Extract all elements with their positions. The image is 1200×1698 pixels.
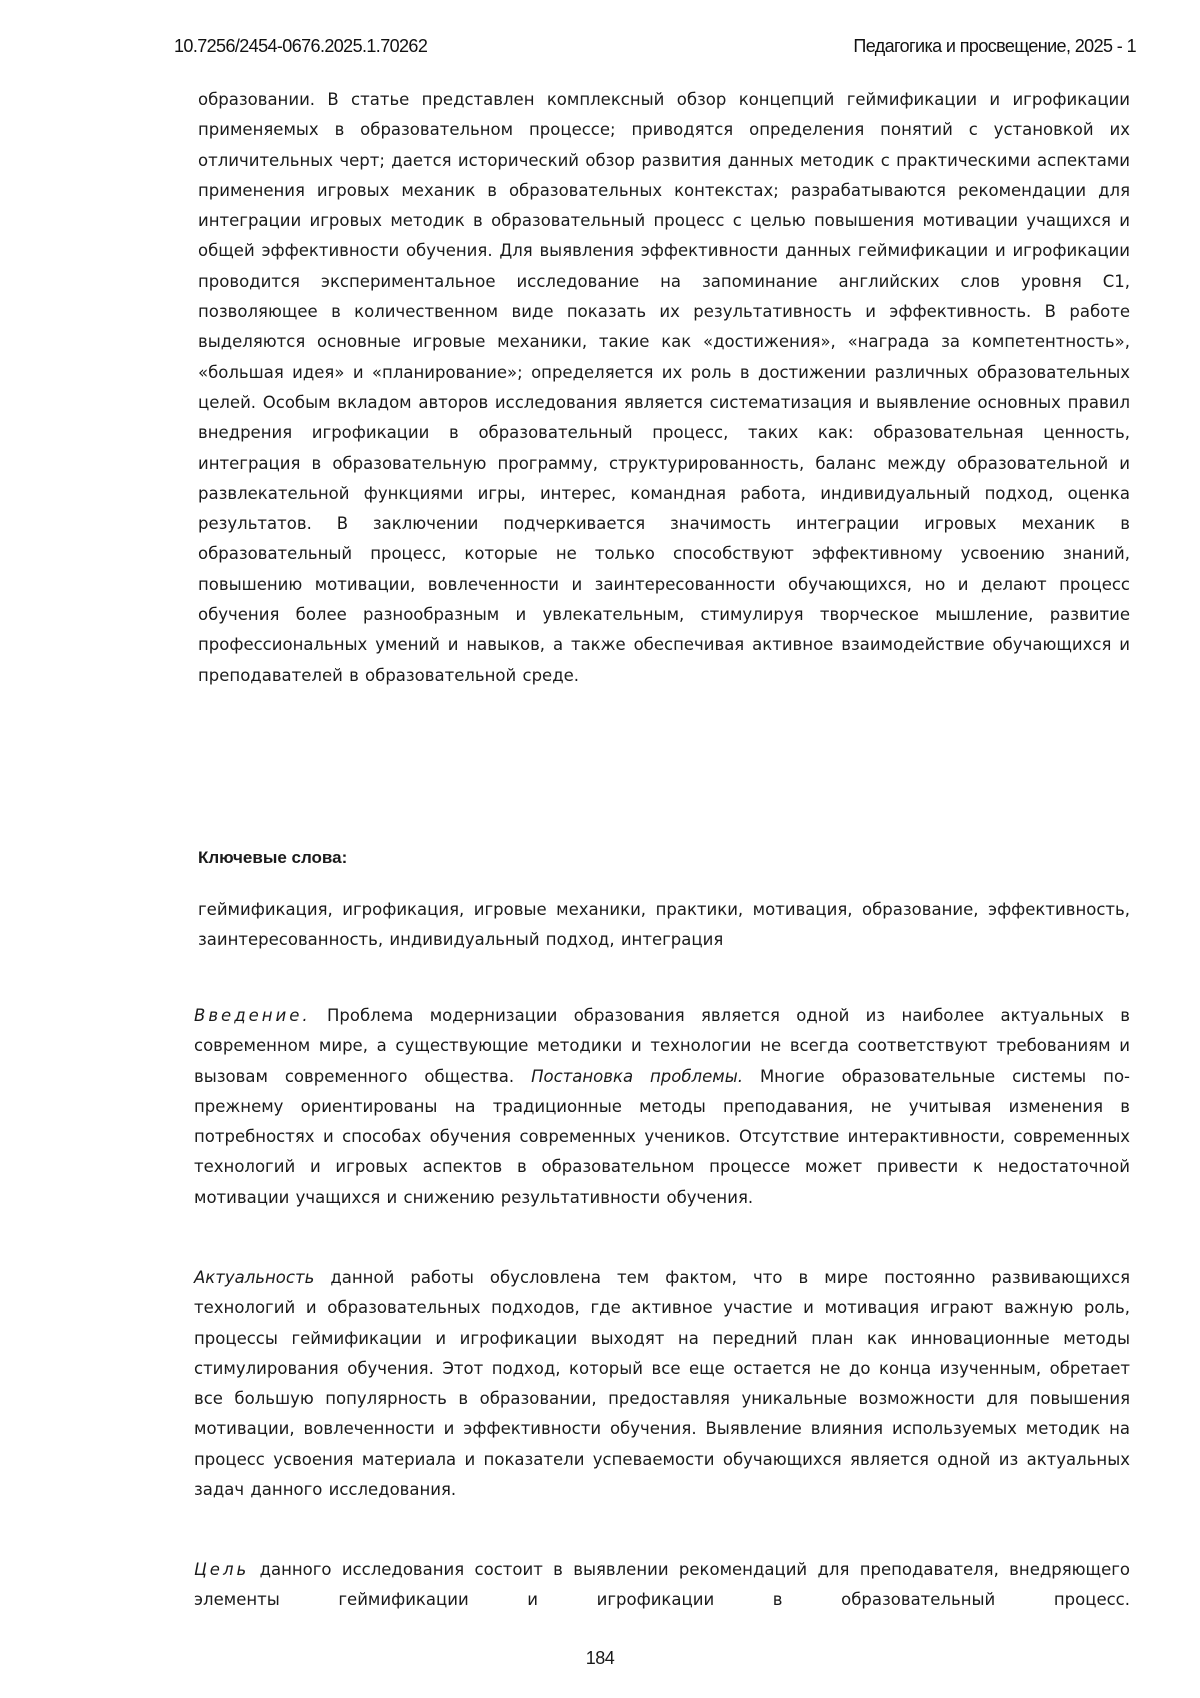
introduction-text-2: Многие образовательные системы по-прежнему ориентированы на традиционные методы преподавания, не учитывая изменения в потребностях и способах обучения современных учеников. Отсутствие интерактивности, современных технологий и игровых аспектов в образовательном процессе может привести к недостаточной мотивации учащихся и снижению результативности обучения. [194,1067,1130,1207]
introduction-lead: Введение. [194,1006,311,1025]
abstract-text: образовании. В статье представлен комплексный обзор концепций геймификации и игрофикации применяемых в образовательном процессе; приводятся определения понятий с установкой их отличительных черт; дается исторический обзор развития данных методик с практическими аспектами применения игровых механик в образовательных контекстах; разрабатываются рекомендации для интеграции игровых методик в образовательный процесс с целью повышения мотивации учащихся и общей эффективности обучения. Для выявления эффективности данных геймификации и игрофикации проводится экспериментальное исследование на запоминание английских слов уровня С1, позволяющее в количественном виде показать их результативность и эффективность. В работе выделяются основные игровые механики, такие как «достижения», «награда за компетентность», «большая идея» и «планирование»; определяется их роль в достижении различных образовательных целей. Особым вкладом авторов исследования является систематизация и выявление основных правил внедрения игрофикации в образовательный процесс, таких как: образовательная ценность, интеграция в образовательную программу, структурированность, баланс между образовательной и развлекательной функциями игры, интерес, командная работа, индивидуальный подход, оценка результатов. В заключении подчеркивается значимость интеграции игровых механик в образовательный процесс, которые не только способствуют эффективному усвоению знаний, повышению мотивации, вовлеченности и заинтересованности обучающихся, но и делают процесс обучения более разнообразным и увлекательным, стимулируя творческое мышление, развитие профессиональных умений и навыков, а также обеспечивая активное взаимодействие обучающихся и преподавателей в образовательной среде. [198,85,1130,691]
doi-header: 10.7256/2454-0676.2025.1.70262 [174,36,427,57]
relevance-lead: Актуальность [194,1268,314,1287]
keywords-text: геймификация, игрофикация, игровые механики, практики, мотивация, образование, эффективность, заинтересованность, индивидуальный подход, интеграция [198,895,1130,956]
relevance-paragraph [194,1263,1130,1505]
introduction-text-1: Проблема модернизации образования является одной из наиболее актуальных в современном мире, а существующие методики и технологии не всегда соответствуют требованиям и вызовам современного общества. [194,1006,1130,1086]
problem-statement-label: Постановка проблемы. [531,1067,743,1086]
goal-lead: Цель [194,1560,249,1579]
keywords-title: Ключевые слова: [198,848,347,868]
goal-text: данного исследования состоит в выявлении рекомендаций для преподавателя, внедряющего элементы геймификации и игрофикации в образовательный процесс. [194,1560,1130,1609]
relevance-text: данной работы обусловлена тем фактом, что в мире постоянно развивающихся технологий и образовательных подходов, где активное участие и мотивация играют важную роль, процессы геймификации и игрофикации выходят на передний план как инновационные методы стимулирования обучения. Этот подход, который все еще остается не до конца изученным, обретает все большую популярность в образовании, предоставляя уникальные возможности для повышения мотивации, вовлеченности и эффективности обучения. Выявление влияния используемых методик на процесс усвоения материала и показатели успеваемости обучающихся является одной из актуальных задач данного исследования. [194,1268,1130,1499]
goal-paragraph [194,1555,1130,1616]
introduction-paragraph [194,1001,1130,1213]
journal-header: Педагогика и просвещение, 2025 - 1 [853,36,1136,57]
page-number: 184 [0,1648,1200,1669]
